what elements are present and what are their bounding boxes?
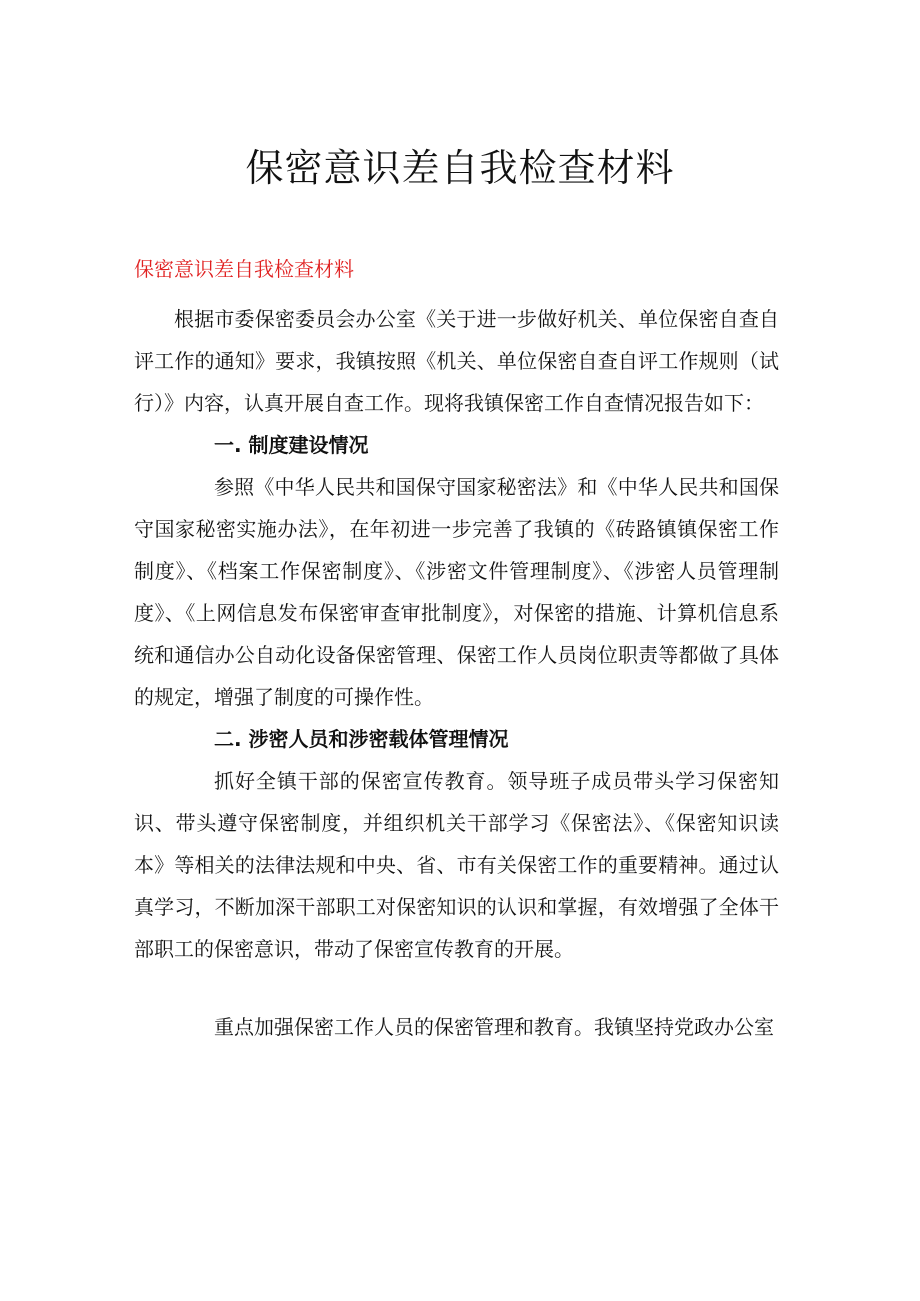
section-1-heading: 一. 制度建设情况	[214, 433, 369, 457]
document-body	[134, 298, 779, 1048]
section-2-paragraph-1: 抓好全镇干部的保密宣传教育。领导班子成员带头学习保密知识、带头遵守保密制度，并组织机关干部学习《保密法》、《保密知识读本》等相关的法律法规和中央、省、市有关保密工作的重要精神。通过认真学习，不断加深干部职工对保密知识的认识和掌握，有效增强了全体干部职工的保密意识，带动了保密宣传教育的开展。	[134, 769, 779, 961]
paragraph-gap	[134, 970, 779, 1006]
intro-paragraph: 根据市委保密委员会办公室《关于进一步做好机关、单位保密自查自评工作的通知》要求，我镇按照《机关、单位保密自查自评工作规则（试行）》内容，认真开展自查工作。现将我镇保密工作自查情况报告如下：	[134, 307, 779, 415]
section-1-paragraph: 参照《中华人民共和国保守国家秘密法》和《中华人民共和国保守国家秘密实施办法》，在年初进一步完善了我镇的《砖路镇镇保密工作制度》、《档案工作保密制度》、《涉密文件管理制度》、《涉密人员管理制度》、《上网信息发布保密审查审批制度》，对保密的措施、计算机信息系统和通信办公自动化设备保密管理、保密工作人员岗位职责等都做了具体的规定，增强了制度的可操作性。	[134, 475, 779, 709]
document-title: 保密意识差自我检查材料	[245, 146, 675, 190]
document-subtitle-link[interactable]: 保密意识差自我检查材料	[134, 257, 354, 281]
section-2-paragraph-2: 重点加强保密工作人员的保密管理和教育。我镇坚持党政办公室	[214, 1015, 774, 1039]
section-2-heading: 二. 涉密人员和涉密载体管理情况	[214, 727, 509, 751]
